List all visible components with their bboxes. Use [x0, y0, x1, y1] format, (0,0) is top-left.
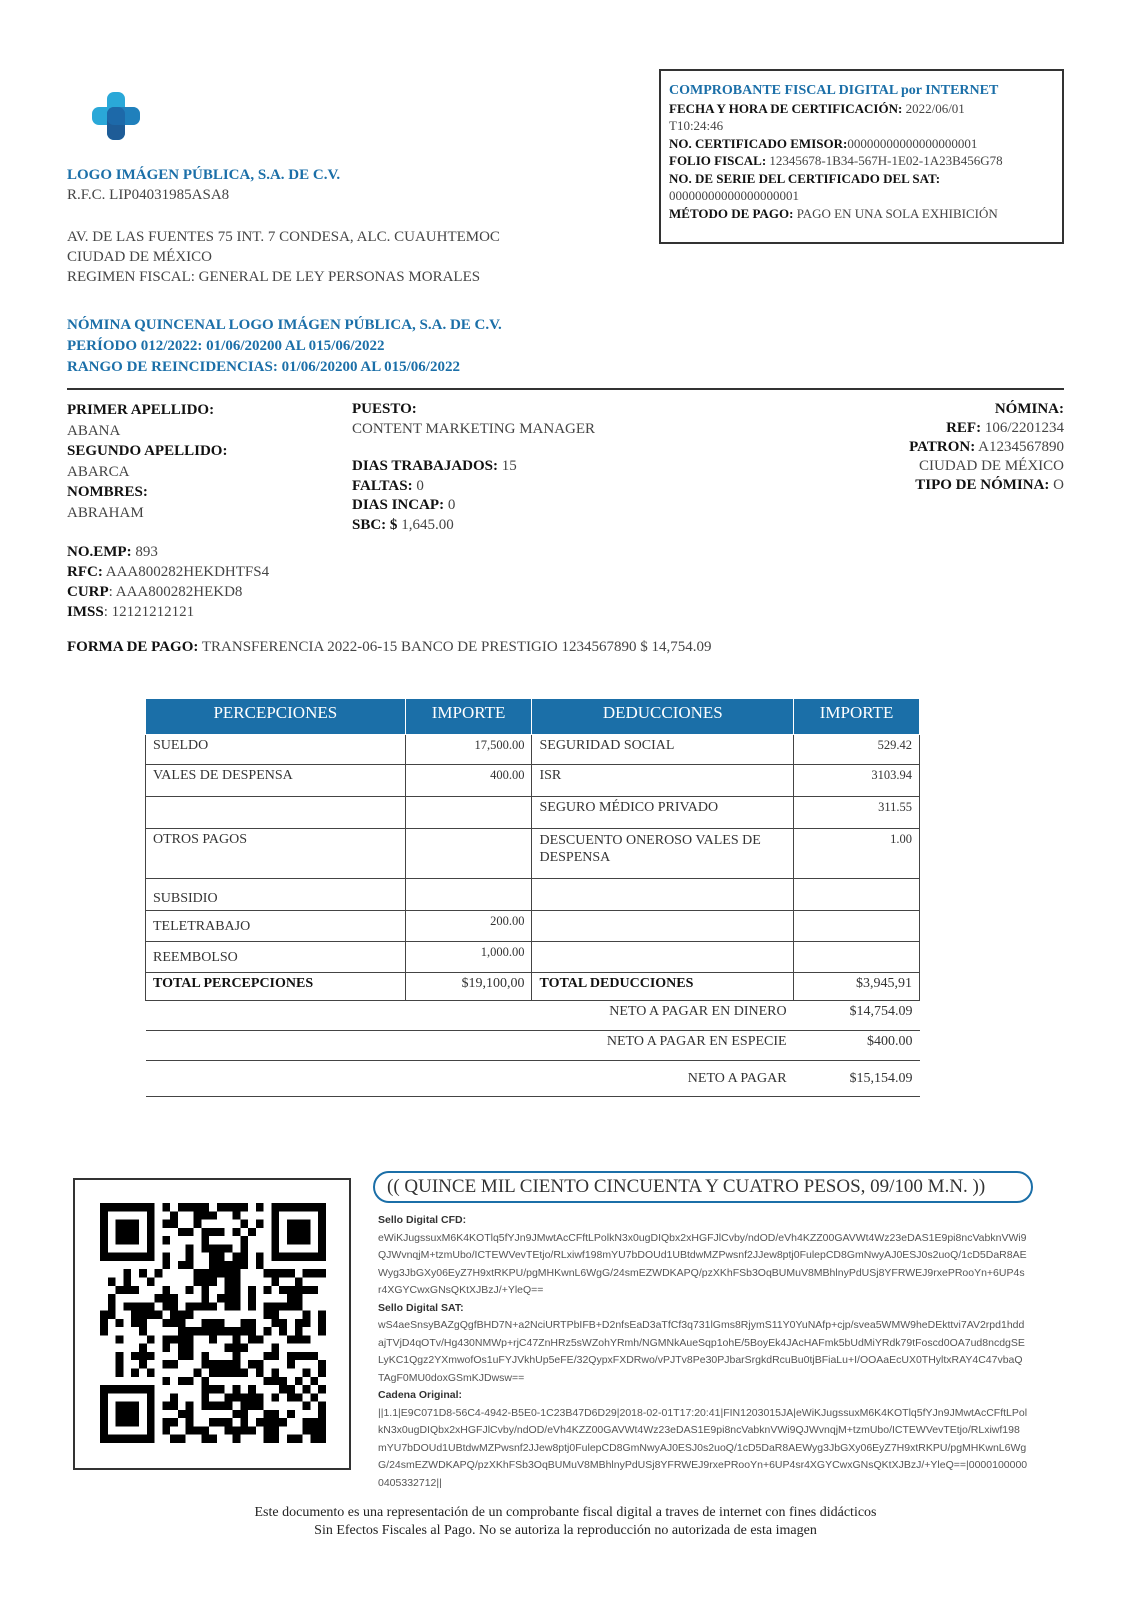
sbc-value: 1,645.00 — [401, 516, 454, 533]
noemp-value: 893 — [135, 544, 158, 560]
footer-line2: Sin Efectos Fiscales al Pago. No se autoriza la reproducción no autorizada de esta imagen — [314, 1523, 817, 1538]
segundo-apellido-label: SEGUNDO APELLIDO: — [67, 443, 228, 459]
company-regimen: REGIMEN FISCAL: GENERAL DE LEY PERSONAS MORALES — [67, 269, 481, 285]
perc-concept — [146, 797, 406, 829]
ded-amount — [794, 879, 920, 911]
section-divider — [67, 388, 1064, 390]
neto-value: $15,154.09 — [794, 1061, 920, 1097]
sello-sat-value: wS4aeSnsyBAZgQgfBHD7N+a2NciURTPbIFB+D2nfsEaD3aTfCf3q731lGms8RjymS11Y0YuNAfp+cjp/svea5WMW9heDEkttvi7AV2rpd1hddajTVjD4qOTv/Hg430NMWp+rjC47ZnHRz5sWZohYRmh/NGMNkAueSqp1ohE/5BoyEk4JAcHAFmk5bUdMiYRdk79tFoscd0OA7ud8ncdgSELyKC1Qgz2YXmwofOs1uFYJVkhUp5eFE/32QypxFXDRwo/vPJTv8Pe30PJbarSrgkdRcuBu0tjBFiaLu+I/OOAaEcUX0THyltxRAY4C47vbaQTAgF0MU0doxGSmKJDwsw== — [378, 1319, 1025, 1384]
employee-ids — [67, 542, 269, 622]
perc-amount: 17,500.00 — [405, 735, 532, 765]
qr-code-icon — [100, 1203, 326, 1443]
certificate-box — [659, 69, 1064, 244]
footer-line1: Este documento es una representación de un comprobante fiscal digital a traves de internet con fines didácticos — [254, 1505, 877, 1520]
ded-amount: 3103.94 — [794, 765, 920, 797]
company-name: LOGO IMÁGEN PÚBLICA, S.A. DE C.V. — [67, 167, 341, 183]
ded-concept: SEGURIDAD SOCIAL — [532, 735, 794, 765]
table-row — [146, 829, 920, 879]
curp-label: CURP — [67, 584, 109, 600]
cert-folio-value: 12345678-1B34-567H-1E02-1A23B456G78 — [769, 153, 1003, 168]
ded-concept: ISR — [532, 765, 794, 797]
perc-concept: OTROS PAGOS — [146, 829, 406, 879]
payroll-table — [145, 698, 920, 1097]
ded-amount: 529.42 — [794, 735, 920, 765]
cert-fecha-label: FECHA Y HORA DE CERTIFICACIÓN: — [669, 100, 903, 116]
forma-de-pago — [67, 638, 711, 657]
company-address-line1: AV. DE LAS FUENTES 75 INT. 7 CONDESA, ALC. CUAUHTEMOC — [67, 229, 500, 245]
nomina-ref-value: 106/2201234 — [984, 420, 1064, 436]
ded-concept: DESCUENTO ONEROSO VALES DE DESPENSA — [532, 829, 794, 879]
dias-incap-value: 0 — [447, 497, 456, 513]
totals-row — [146, 973, 920, 1001]
perc-concept: VALES DE DESPENSA — [146, 765, 406, 797]
dias-incap-label: DIAS INCAP: — [352, 497, 445, 513]
header-deducciones: DEDUCCIONES — [532, 699, 794, 735]
employee-block — [67, 400, 227, 523]
neto-especie-value: $400.00 — [794, 1031, 920, 1061]
perc-amount: 400.00 — [405, 765, 532, 797]
nomina-tipo-value: O — [1053, 477, 1064, 493]
nomina-patron-label: PATRON: — [909, 439, 976, 455]
curp-value: : AAA800282HEKD8 — [108, 584, 243, 600]
cadena-original-label: Cadena Original: — [378, 1389, 463, 1401]
cert-fecha-time: T10:24:46 — [669, 118, 724, 133]
ded-amount — [794, 911, 920, 942]
total-deducciones-value: $3,945,91 — [794, 973, 920, 1001]
nomina-patron-value: A1234567890 — [978, 439, 1064, 455]
rfc-label: RFC: — [67, 564, 103, 580]
cert-emisor-label: NO. CERTIFICADO EMISOR: — [669, 135, 848, 151]
dias-trabajados-value: 15 — [501, 458, 517, 474]
forma-de-pago-label: FORMA DE PAGO: — [67, 639, 199, 655]
header-importe-percepciones: IMPORTE — [405, 699, 532, 735]
cadena-original-value: ||1.1|E9C071D8-56C4-4942-B5E0-1C23B47D6D29|2018-02-01T17:20:41|FIN1203015JA|eWiKJugssuxM6K4KOTlq5fYJn9JMwtAcCFftLPolkN3x0ugDIQbx2xHGFJlCvby/ndOD/eVh4KZZ00GAVWt4Wz23eDAS1E9pi8ncVabknVWi9QJWvnqjM+tzmUbo/ICTEWVevTEtjo/RLxiwf198mYU7bDOUd1UBtdwMZPwsnf2JJew8ptj0FulepCD8GmNwyAJ0ESJ0s2uoQ/1cD5DaR8AEWyg3JbGXy06EyZ7H9xtRKPU/pgMHKwnL6WgG/24smEZWDKAPQ/pzXKhFSb3OqBUMuV8MBhlnyPdUSj8YFRWEJ9rxePRooYn+6UP4sr4XGYCwxGNsQKtXJBzJ/+YleQ==|00001000000405332712|| — [378, 1406, 1028, 1489]
ded-amount — [794, 942, 920, 973]
total-percepciones-label: TOTAL PERCEPCIONES — [146, 973, 406, 1001]
total-deducciones-label: TOTAL DEDUCCIONES — [532, 973, 794, 1001]
payroll-heading-line1: NÓMINA QUINCENAL LOGO IMÁGEN PÚBLICA, S.A. DE C.V. — [67, 317, 502, 333]
perc-concept: SUBSIDIO — [146, 879, 406, 911]
nomina-title: NÓMINA: — [994, 401, 1064, 417]
job-block — [352, 400, 595, 535]
medical-cross-logo-icon — [92, 92, 140, 140]
table-row — [146, 735, 920, 765]
perc-concept: TELETRABAJO — [146, 911, 406, 942]
neto-especie-label: NETO A PAGAR EN ESPECIE — [146, 1031, 794, 1061]
neto-especie-row — [146, 1031, 920, 1061]
company-address-line2: CIUDAD DE MÉXICO — [67, 249, 212, 265]
cert-fecha-value: 2022/06/01 — [905, 100, 965, 116]
segundo-apellido-value: ABARCA — [67, 463, 130, 480]
table-row — [146, 911, 920, 942]
imss-label: IMSS — [67, 604, 104, 620]
table-row — [146, 797, 920, 829]
digital-seals — [378, 1212, 1028, 1492]
ded-concept — [532, 942, 794, 973]
perc-concept: REEMBOLSO — [146, 942, 406, 973]
sello-cfd-value: eWiKJugssuxM6K4KOTlq5fYJn9JMwtAcCFftLPolkN3x0ugDIQbx2xHGFJlCvby/ndOD/eVh4KZZ00GAVWt4Wz23eDAS1E9pi8ncVabknVWi9QJWvnqjM+tzmUbo/ICTEWVevTEtjo/RLxiwf198mYU7bDOUd1UBtdwMZPwsnf2JJew8ptj0FulepCD8GmNwyAJ0ESJ0s2uoQ/1cD5DaR8AEWyg3JbGXy06EyZ7H9xtRKPU/pgMHKwnL6WgG/24smEZWDKAPQ/pzXKhFSb3OqBUMuV8MBhlnyPdUSj8YFRWEJ9rxePRooYn+6UP4sr4XGYCwxGNsQKtXJBzJ/+YleQ== — [378, 1231, 1027, 1296]
perc-amount — [405, 879, 532, 911]
nomina-tipo-label: TIPO DE NÓMINA: — [915, 477, 1050, 493]
table-row — [146, 942, 920, 973]
neto-row — [146, 1061, 920, 1097]
faltas-label: FALTAS: — [352, 477, 413, 494]
noemp-label: NO.EMP: — [67, 544, 132, 560]
faltas-value: 0 — [416, 477, 424, 494]
cert-emisor-value: 00000000000000000001 — [847, 135, 978, 151]
ded-concept — [532, 911, 794, 942]
nomina-ciudad: CIUDAD DE MÉXICO — [919, 458, 1064, 474]
nombres-label: NOMBRES: — [67, 484, 148, 500]
table-row — [146, 765, 920, 797]
sello-cfd-label: Sello Digital CFD: — [378, 1214, 467, 1226]
header-percepciones: PERCEPCIONES — [146, 699, 406, 735]
ded-amount: 1.00 — [794, 829, 920, 879]
neto-dinero-row — [146, 1001, 920, 1031]
perc-amount — [405, 829, 532, 879]
forma-de-pago-value: TRANSFERENCIA 2022-06-15 BANCO DE PRESTIGIO 1234567890 $ 14,754.09 — [201, 639, 712, 655]
nomina-ref-label: REF: — [946, 420, 982, 436]
table-header-row — [146, 699, 920, 735]
neto-dinero-value: $14,754.09 — [794, 1001, 920, 1031]
cert-serie-label: NO. DE SERIE DEL CERTIFICADO DEL SAT: — [669, 170, 941, 186]
ded-concept — [532, 879, 794, 911]
puesto-value: CONTENT MARKETING MANAGER — [352, 420, 596, 437]
sello-sat-label: Sello Digital SAT: — [378, 1301, 464, 1314]
cert-metodo-label: MÉTODO DE PAGO: — [669, 205, 794, 221]
company-rfc: R.F.C. LIP04031985ASA8 — [67, 187, 230, 203]
cert-metodo-value: PAGO EN UNA SOLA EXHIBICIÓN — [796, 205, 998, 221]
amount-in-words: (( QUINCE MIL CIENTO CINCUENTA Y CUATRO PESOS, 09/100 M.N. )) — [373, 1171, 1033, 1203]
cert-serie-value: 00000000000000000001 — [669, 188, 799, 203]
sbc-label: SBC: $ — [352, 516, 398, 533]
dias-trabajados-label: DIAS TRABAJADOS: — [352, 458, 499, 474]
certificate-title: COMPROBANTE FISCAL DIGITAL por INTERNET — [669, 83, 999, 98]
rfc-value: AAA800282HEKDHTFS4 — [105, 564, 270, 580]
perc-amount — [405, 797, 532, 829]
primer-apellido-label: PRIMER APELLIDO: — [67, 402, 215, 418]
perc-amount: 200.00 — [405, 911, 532, 942]
neto-label: NETO A PAGAR — [146, 1061, 794, 1097]
neto-dinero-label: NETO A PAGAR EN DINERO — [146, 1001, 794, 1031]
perc-concept: SUELDO — [146, 735, 406, 765]
perc-amount: 1,000.00 — [405, 942, 532, 973]
payroll-heading-line2: PERÍODO 012/2022: 01/06/20200 AL 015/06/2022 — [67, 338, 385, 354]
nombres-value: ABRAHAM — [67, 504, 144, 521]
imss-value: : 12121212121 — [103, 604, 195, 620]
ded-concept: SEGURO MÉDICO PRIVADO — [532, 797, 794, 829]
payroll-heading-line3: RANGO DE REINCIDENCIAS: 01/06/20200 AL 015/06/2022 — [67, 359, 460, 375]
puesto-label: PUESTO: — [352, 401, 417, 417]
total-percepciones-value: $19,100,00 — [405, 973, 532, 1001]
primer-apellido-value: ABANA — [67, 422, 121, 439]
ded-amount: 311.55 — [794, 797, 920, 829]
cert-folio-label: FOLIO FISCAL: — [669, 153, 767, 168]
nomina-block — [909, 400, 1064, 495]
header-importe-deducciones: IMPORTE — [794, 699, 920, 735]
footer — [0, 1504, 1131, 1540]
table-row — [146, 879, 920, 911]
